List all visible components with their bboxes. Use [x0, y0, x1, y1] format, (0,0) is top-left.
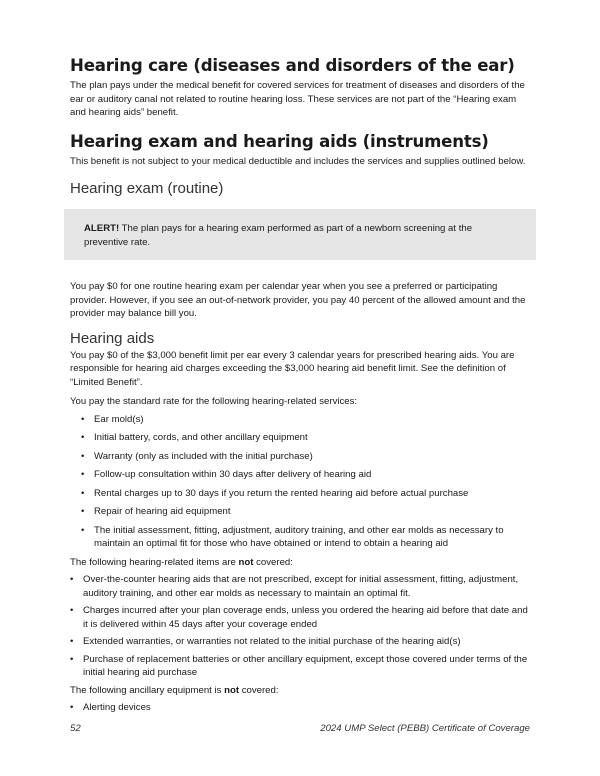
ancillary-intro: The following ancillary equipment is not covered: [70, 684, 279, 696]
list-item: • Alerting devices [70, 702, 151, 713]
alert-box [64, 209, 536, 260]
alert-label: ALERT! [84, 223, 120, 234]
hearing-aids-paragraph: You pay $0 of the $3,000 benefit limit per ear every 3 calendar years for prescribed hearing aids. You are responsible for hearing aid charges exceeding the $3,000 hearing aid benefit limit. See the definition of “Limited Benefit”. [70, 349, 515, 388]
list-item: • Initial battery, cords, and other ancillary equipment [81, 432, 308, 443]
not-covered-list [70, 573, 532, 680]
list-item: • Warranty (only as included with the initial purchase) [81, 450, 313, 462]
list-item: • Extended warranties, or warranties not related to the initial purchase of the hearing aid(s) [70, 636, 461, 647]
hearing-exam-paragraph: You pay $0 for one routine hearing exam per calendar year when you see a preferred or participating provider. However, if you see an out-of-network provider, you pay 40 percent of the allowed amount and the provider may balance bill you. [70, 281, 526, 319]
list-item: • Follow-up consultation within 30 days after delivery of hearing aid [81, 469, 372, 480]
section-heading-hearing-care: Hearing care (diseases and disorders of the ear) [70, 56, 515, 75]
standard-rate-list [70, 413, 532, 551]
ancillary-list [70, 701, 532, 715]
list-item: • Rental charges up to 30 days if you return the rented hearing aid before actual purchase [81, 487, 469, 499]
page-number: 52 [70, 723, 81, 734]
standard-rate-intro: You pay the standard rate for the following hearing-related services: [70, 396, 358, 407]
hearing-care-paragraph: The plan pays under the medical benefit for covered services for treatment of diseases and disorders of the ear or auditory canal not related to routine hearing loss. These services are not part of the “Hearing exam and hearing aids” benefit. [70, 80, 525, 118]
page-footer [70, 723, 530, 737]
list-item: • Repair of hearing aid equipment [81, 506, 231, 517]
alert-text [84, 222, 516, 249]
not-covered-intro: The following hearing-related items are not covered: [70, 556, 293, 568]
list-item: • The initial assessment, fitting, adjustment, auditory training, and other ear molds as necessary to maintain an optimal fit for those who have obtained or intend to obtain a hearing aid [81, 524, 504, 549]
list-item: • Purchase of replacement batteries or other ancillary equipment, except those covered under terms of the initial hearing aid purchase [70, 653, 528, 678]
section-heading-hearing-exam-aids: Hearing exam and hearing aids (instruments) [70, 131, 489, 151]
page-content [70, 56, 532, 719]
footer-doc-title: 2024 UMP Select (PEBB) Certificate of Coverage [320, 723, 530, 734]
hearing-exam-aids-paragraph: This benefit is not subject to your medical deductible and includes the services and supplies outlined below. [70, 155, 526, 167]
subheading-hearing-aids: Hearing aids [70, 329, 155, 347]
alert-message: The plan pays for a hearing exam performed as part of a newborn screening at the preventive rate. [84, 223, 473, 248]
list-item: • Ear mold(s) [81, 413, 144, 425]
list-item: • Charges incurred after your plan coverage ends, unless you ordered the hearing aid before that date and it is delivered within 45 days after your coverage ended [70, 605, 528, 630]
subheading-hearing-exam: Hearing exam (routine) [70, 180, 224, 197]
list-item: • Over-the-counter hearing aids that are not prescribed, except for initial assessment, fitting, adjustment, auditory training, and other ear molds as necessary to maintain an optimal fit. [70, 574, 519, 599]
